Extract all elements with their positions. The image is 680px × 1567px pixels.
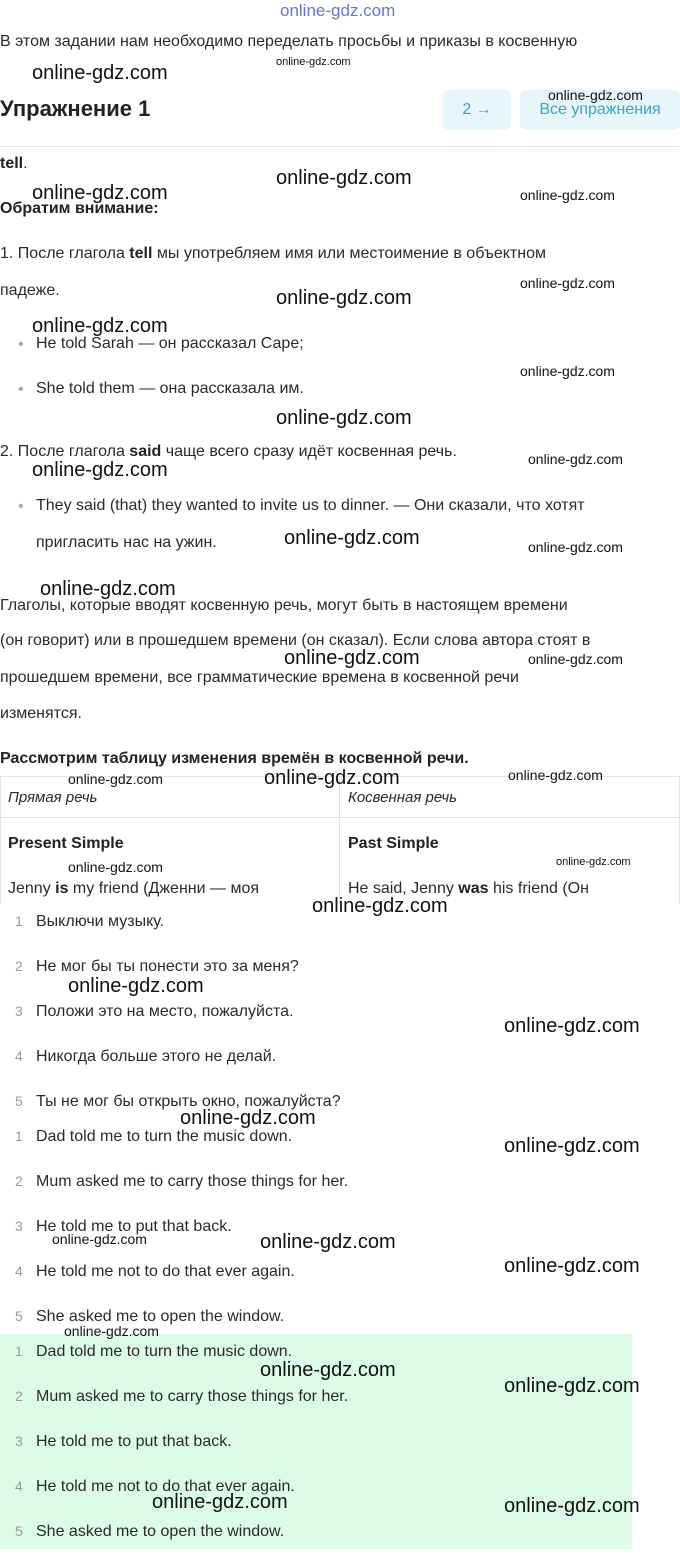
watermark: online-gdz.com	[504, 1135, 640, 1157]
example-1: He told Sarah — он рассказал Саре;	[36, 335, 304, 352]
tense-paragraph-2: (он говорит) или в прошедшем времени (он сказал). Если слова автора стоят в	[0, 632, 591, 649]
watermark: online-gdz.com	[276, 287, 412, 309]
watermark: online-gdz.com	[32, 182, 168, 204]
page-title: Упражнение 1	[0, 96, 151, 121]
answer-highlighted-item: 4 He told me not to do that ever again.	[15, 1478, 295, 1495]
watermark: online-gdz.com	[528, 651, 623, 667]
rule-1: 1. После глагола tell мы употребляем имя или местоимение в объектном	[0, 245, 546, 262]
watermark: online-gdz.com	[32, 315, 168, 337]
watermark: online-gdz.com	[504, 1015, 640, 1037]
table-cell-tense: Present Simple	[8, 835, 124, 852]
watermark: online-gdz.com	[528, 539, 623, 555]
watermark: online-gdz.com	[312, 895, 448, 917]
table-heading: Рассмотрим таблицу изменения времён в косвенной речи.	[0, 750, 469, 767]
answer-highlighted-item: 1 Dad told me to turn the music down.	[15, 1343, 293, 1360]
answer-item: 2 Mum asked me to carry those things for her.	[15, 1173, 349, 1190]
watermark: online-gdz.com	[68, 771, 163, 787]
answer-highlighted-item: 2 Mum asked me to carry those things for her.	[15, 1388, 349, 1405]
answer-item: 1 Dad told me to turn the music down.	[15, 1128, 293, 1145]
watermark: online-gdz.com	[528, 451, 623, 467]
header-divider	[0, 146, 680, 147]
rule-1-cont: падеже.	[0, 282, 60, 299]
watermark: online-gdz.com	[276, 167, 412, 189]
bullet-dot: •	[18, 498, 24, 515]
table-border	[0, 817, 680, 818]
answer-highlighted-item: 3 He told me to put that back.	[15, 1433, 232, 1450]
watermark: online-gdz.com	[520, 275, 615, 291]
next-exercise-button[interactable]: 2 →	[443, 90, 511, 130]
tense-paragraph-1: Глаголы, которые вводят косвенную речь, могут быть в настоящем времени	[0, 597, 568, 614]
table-cell-tense: Past Simple	[348, 835, 439, 852]
watermark: online-gdz.com	[32, 62, 168, 84]
example-3: They said (that) they wanted to invite us to dinner. — Они сказали, что хотят	[36, 497, 585, 514]
table-border	[0, 776, 1, 906]
watermark: online-gdz.com	[284, 527, 420, 549]
watermark: online-gdz.com	[548, 87, 643, 103]
watermark: online-gdz.com	[40, 578, 176, 600]
watermark: online-gdz.com	[284, 647, 420, 669]
answer-item: 4 He told me not to do that ever again.	[15, 1263, 295, 1280]
rule-2: 2. После глагола said чаще всего сразу идёт косвенная речь.	[0, 443, 457, 460]
watermark: online-gdz.com	[68, 859, 163, 875]
example-2: She told them — она рассказала им.	[36, 380, 304, 397]
watermark: online-gdz.com	[276, 56, 351, 68]
watermark: online-gdz.com	[520, 363, 615, 379]
table-cell-example: Jenny is my friend (Дженни — моя	[8, 880, 259, 897]
table-header-indirect: Косвенная речь	[348, 789, 458, 806]
watermark: online-gdz.com	[260, 1359, 396, 1381]
bullet-dot: •	[18, 381, 24, 398]
watermark: online-gdz.com	[520, 187, 615, 203]
watermark: online-gdz.com	[152, 1491, 288, 1513]
intro-text: В этом задании нам необходимо переделать просьбы и приказы в косвенную	[0, 33, 578, 50]
table-header-direct: Прямая речь	[8, 789, 98, 806]
watermark: online-gdz.com	[64, 1323, 159, 1339]
watermark: online-gdz.com	[180, 1107, 316, 1129]
task-item: 1 Выключи музыку.	[15, 913, 165, 930]
watermark: online-gdz.com	[68, 975, 204, 997]
watermark: online-gdz.com	[504, 1375, 640, 1397]
table-border	[339, 776, 340, 906]
task-item: 5 Ты не мог бы открыть окно, пожалуйста?	[15, 1093, 341, 1110]
tell-line: tell.	[0, 155, 28, 172]
answer-item: 5 She asked me to open the window.	[15, 1308, 285, 1325]
watermark: online-gdz.com	[276, 407, 412, 429]
watermark: online-gdz.com	[508, 767, 603, 783]
attention-heading: Обратим внимание:	[0, 200, 159, 217]
table-cell-example: He said, Jenny was his friend (Он	[348, 880, 589, 897]
task-item: 4 Никогда больше этого не делай.	[15, 1048, 277, 1065]
example-3-cont: пригласить нас на ужин.	[36, 534, 217, 551]
watermark: online-gdz.com	[264, 767, 400, 789]
watermark: online-gdz.com	[556, 856, 631, 868]
site-logo[interactable]: online-gdz.com	[280, 1, 396, 20]
task-item: 2 Не мог бы ты понести это за меня?	[15, 958, 299, 975]
answer-item: 3 He told me to put that back.	[15, 1218, 232, 1235]
watermark: online-gdz.com	[260, 1231, 396, 1253]
answer-highlighted-item: 5 She asked me to open the window.	[15, 1523, 285, 1540]
bullet-dot: •	[18, 336, 24, 353]
watermark: online-gdz.com	[504, 1495, 640, 1517]
task-item: 3 Положи это на место, пожалуйста.	[15, 1003, 294, 1020]
tense-paragraph-4: изменятся.	[0, 705, 82, 722]
watermark: online-gdz.com	[52, 1231, 147, 1247]
watermark: online-gdz.com	[504, 1255, 640, 1277]
watermark: online-gdz.com	[32, 459, 168, 481]
tense-paragraph-3: прошедшем времени, все грамматические времена в косвенной речи	[0, 669, 519, 686]
all-exercises-button[interactable]: Все упражнения	[520, 90, 680, 130]
